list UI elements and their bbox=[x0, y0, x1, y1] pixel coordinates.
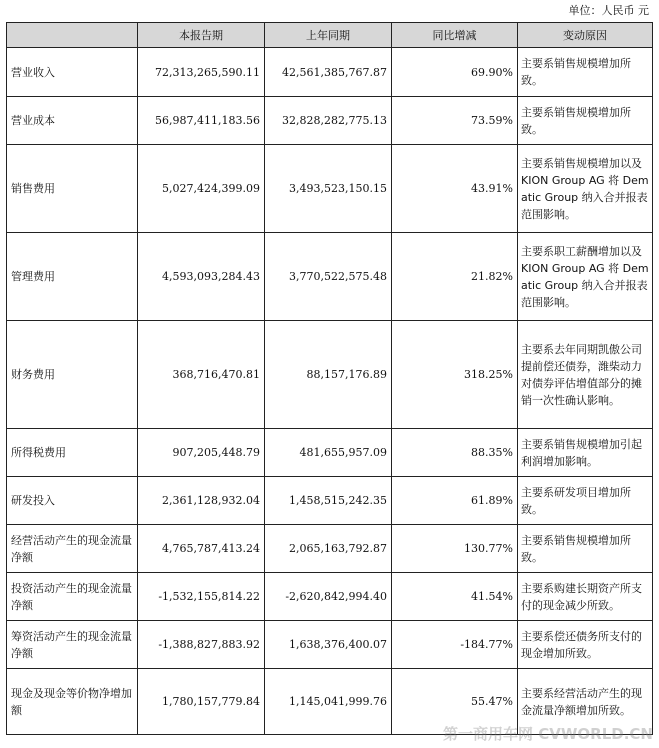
row-prior: -2,620,842,994.40 bbox=[265, 573, 392, 621]
row-prior: 42,561,385,767.87 bbox=[265, 48, 392, 97]
header-item bbox=[7, 23, 138, 48]
row-prior: 2,065,163,792.87 bbox=[265, 525, 392, 573]
row-prior: 88,157,176.89 bbox=[265, 321, 392, 429]
row-current: 1,780,157,779.84 bbox=[138, 669, 265, 735]
row-item: 筹资活动产生的现金流量净额 bbox=[7, 621, 138, 669]
row-reason: 主要系销售规模增加引起利润增加影响。 bbox=[518, 429, 653, 477]
row-reason: 主要系偿还债务所支付的现金增加所致。 bbox=[518, 621, 653, 669]
row-current: 56,987,411,183.56 bbox=[138, 97, 265, 145]
row-change: -184.77% bbox=[392, 621, 518, 669]
row-prior: 3,770,522,575.48 bbox=[265, 233, 392, 321]
row-reason: 主要系销售规模增加所致。 bbox=[518, 525, 653, 573]
row-item: 所得税费用 bbox=[7, 429, 138, 477]
row-item: 经营活动产生的现金流量净额 bbox=[7, 525, 138, 573]
row-change: 43.91% bbox=[392, 145, 518, 233]
row-reason: 主要系去年同期凯傲公司提前偿还债券，潍柴动力对债券评估增值部分的摊销一次性确认影响。 bbox=[518, 321, 653, 429]
table-row bbox=[7, 233, 653, 321]
row-prior: 3,493,523,150.15 bbox=[265, 145, 392, 233]
row-current: 72,313,265,590.11 bbox=[138, 48, 265, 97]
row-item: 营业成本 bbox=[7, 97, 138, 145]
row-current: 4,593,093,284.43 bbox=[138, 233, 265, 321]
row-reason: 主要系职工薪酬增加以及 KION Group AG 将 Dematic Group 纳入合并报表范围影响。 bbox=[518, 233, 653, 321]
table-row bbox=[7, 145, 653, 233]
row-item: 投资活动产生的现金流量净额 bbox=[7, 573, 138, 621]
row-change: 130.77% bbox=[392, 525, 518, 573]
row-reason: 主要系销售规模增加以及 KION Group AG 将 Dematic Group 纳入合并报表范围影响。 bbox=[518, 145, 653, 233]
row-prior: 1,145,041,999.76 bbox=[265, 669, 392, 735]
row-item: 研发投入 bbox=[7, 477, 138, 525]
row-current: 5,027,424,399.09 bbox=[138, 145, 265, 233]
row-current: 2,361,128,932.04 bbox=[138, 477, 265, 525]
table-row bbox=[7, 429, 653, 477]
row-reason: 主要系经营活动产生的现金流量净额增加所致。 bbox=[518, 669, 653, 735]
financial-change-table bbox=[6, 22, 653, 735]
row-change: 88.35% bbox=[392, 429, 518, 477]
row-change: 69.90% bbox=[392, 48, 518, 97]
header-prior-period: 上年同期 bbox=[265, 23, 392, 48]
row-prior: 32,828,282,775.13 bbox=[265, 97, 392, 145]
table-row bbox=[7, 573, 653, 621]
table-row bbox=[7, 477, 653, 525]
row-prior: 1,458,515,242.35 bbox=[265, 477, 392, 525]
row-change: 55.47% bbox=[392, 669, 518, 735]
row-current: -1,532,155,814.22 bbox=[138, 573, 265, 621]
header-current-period: 本报告期 bbox=[138, 23, 265, 48]
row-current: 4,765,787,413.24 bbox=[138, 525, 265, 573]
row-current: 368,716,470.81 bbox=[138, 321, 265, 429]
row-current: 907,205,448.79 bbox=[138, 429, 265, 477]
row-change: 61.89% bbox=[392, 477, 518, 525]
watermark: 第一商用车网 CVWORLD.CN bbox=[443, 725, 653, 743]
table-row bbox=[7, 525, 653, 573]
row-item: 管理费用 bbox=[7, 233, 138, 321]
row-change: 73.59% bbox=[392, 97, 518, 145]
row-reason: 主要系研发项目增加所致。 bbox=[518, 477, 653, 525]
row-change: 318.25% bbox=[392, 321, 518, 429]
row-current: -1,388,827,883.92 bbox=[138, 621, 265, 669]
row-reason: 主要系购建长期资产所支付的现金减少所致。 bbox=[518, 573, 653, 621]
row-reason: 主要系销售规模增加所致。 bbox=[518, 48, 653, 97]
table-row bbox=[7, 48, 653, 97]
row-change: 21.82% bbox=[392, 233, 518, 321]
unit-label: 单位：人民币 元 bbox=[568, 4, 649, 17]
row-item: 现金及现金等价物净增加额 bbox=[7, 669, 138, 735]
row-prior: 1,638,376,400.07 bbox=[265, 621, 392, 669]
row-item: 营业收入 bbox=[7, 48, 138, 97]
table-row bbox=[7, 97, 653, 145]
row-prior: 481,655,957.09 bbox=[265, 429, 392, 477]
header-change-reason: 变动原因 bbox=[518, 23, 653, 48]
table-row bbox=[7, 621, 653, 669]
header-row bbox=[7, 23, 653, 48]
row-item: 财务费用 bbox=[7, 321, 138, 429]
row-item: 销售费用 bbox=[7, 145, 138, 233]
header-yoy-change: 同比增减 bbox=[392, 23, 518, 48]
row-change: 41.54% bbox=[392, 573, 518, 621]
row-reason: 主要系销售规模增加所致。 bbox=[518, 97, 653, 145]
table-row bbox=[7, 321, 653, 429]
